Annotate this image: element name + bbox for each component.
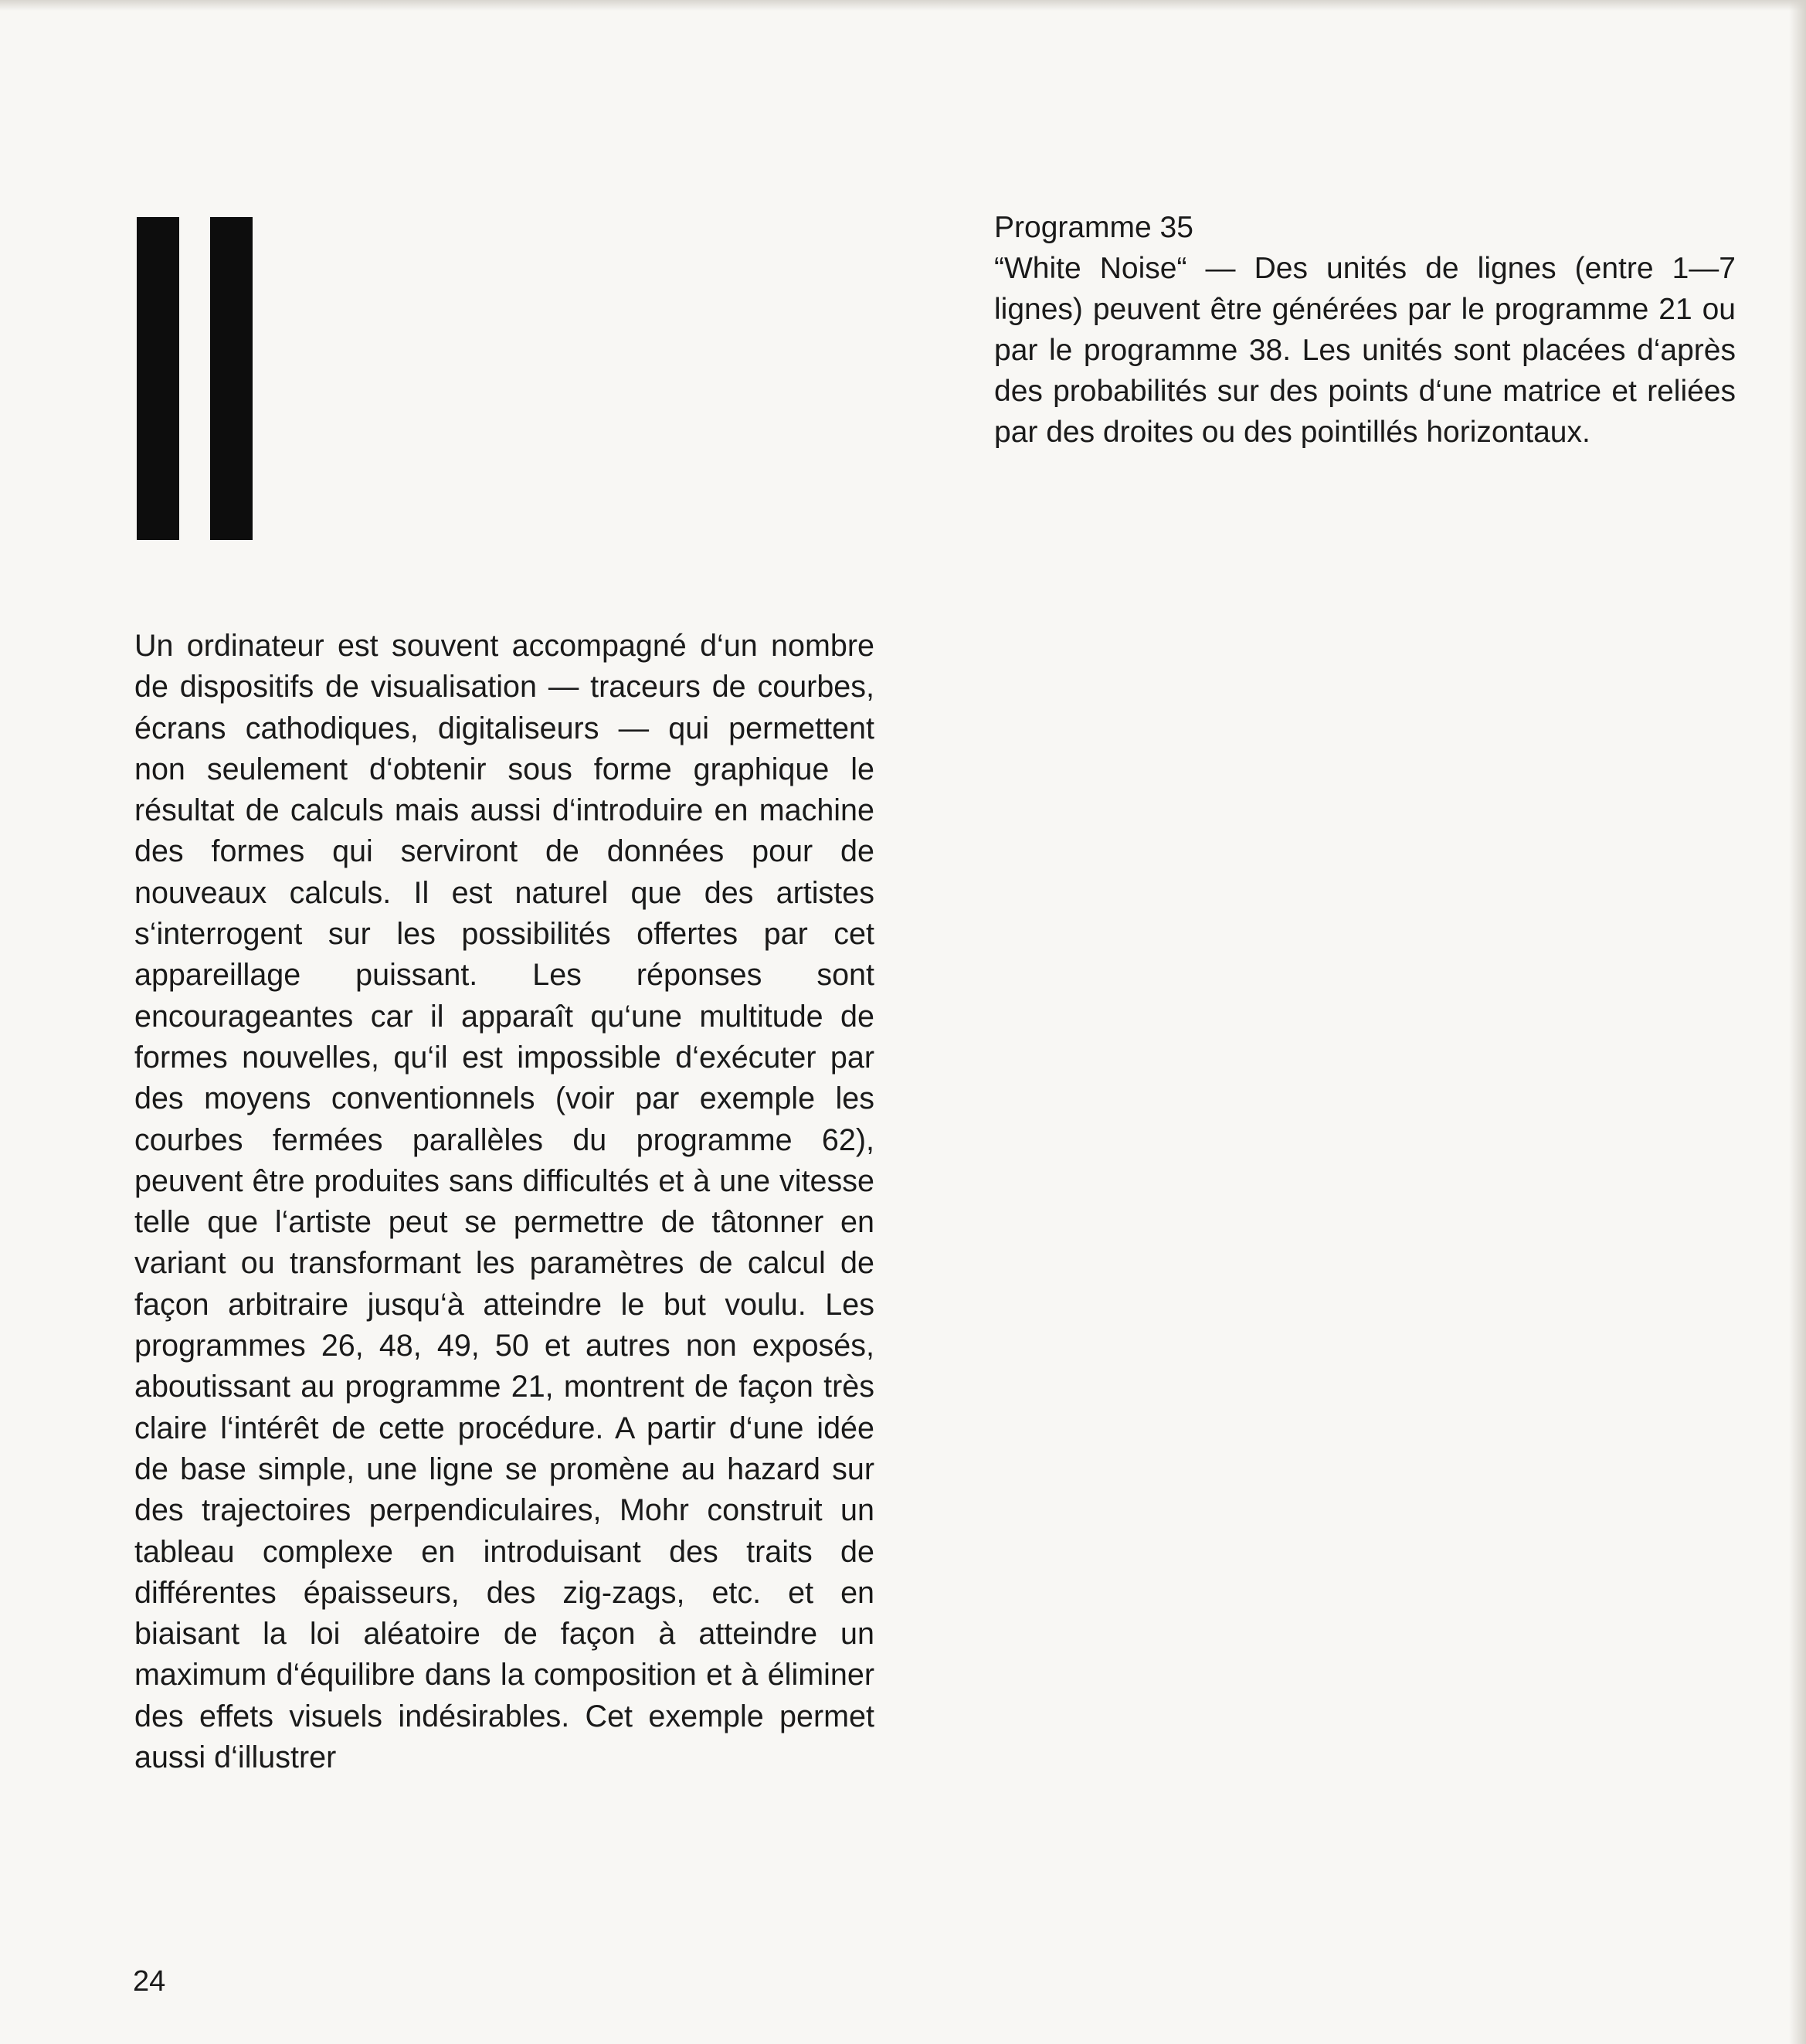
body-paragraph: Un ordinateur est souvent accompagné d‘un nombre de dispositifs de visualisation — traceurs de courbes, écrans cathodiques, digitaliseurs — qui permettent non seulement d‘obtenir sous forme graphique le résultat de calculs mais aussi d‘introduire en machine des formes qui serviront de données pour de nouveaux calculs. Il est naturel que des artistes s‘interrogent sur les possibilités offertes par cet appareillage puissant. Les réponses sont encourageantes car il apparaît qu‘une multitude de formes nouvelles, qu‘il est impossible d‘exécuter par des moyens conventionnels (voir par exemple les courbes fermées parallèles du programme 62), peuvent être produites sans difficultés et à une vitesse telle que l‘artiste peut se permettre de tâtonner en variant ou transformant les paramètres de calcul de façon arbitraire jusqu‘à atteindre le but voulu. Les programmes 26, 48, 49, 50 et autres non exposés, aboutissant au programme 21, montrent de façon très claire l‘intérêt de cette procédure. A partir d‘une idée de base simple, une ligne se promène au hazard sur des trajectoires perpendiculaires, Mohr construit un tableau complexe en introduisant des traits de différentes épaisseurs, des zig-zags, etc. et en biaisant la loi aléatoire de façon à atteindre un maximum d‘équilibre dans la composition et à éliminer des effets visuels indésirables. Cet exemple permet aussi d‘illustrer [134, 629, 874, 1775]
page-right-edge [1789, 0, 1806, 2044]
program-caption [994, 207, 1736, 453]
roman-numeral-bar-right [210, 217, 253, 540]
roman-numeral-bar-left [137, 217, 179, 540]
page-top-edge [0, 0, 1806, 11]
page-number: 24 [133, 1965, 166, 1998]
caption-title: Programme 35 [994, 211, 1193, 244]
caption-body: “White Noise“ — Des unités de lignes (entre 1—7 lignes) peuvent être générées par le programme 21 ou par le programme 38. Les unités sont placées d‘après des probabilités sur des points d‘une matrice et reliées par des droites ou des pointillés horizontaux. [994, 252, 1736, 449]
